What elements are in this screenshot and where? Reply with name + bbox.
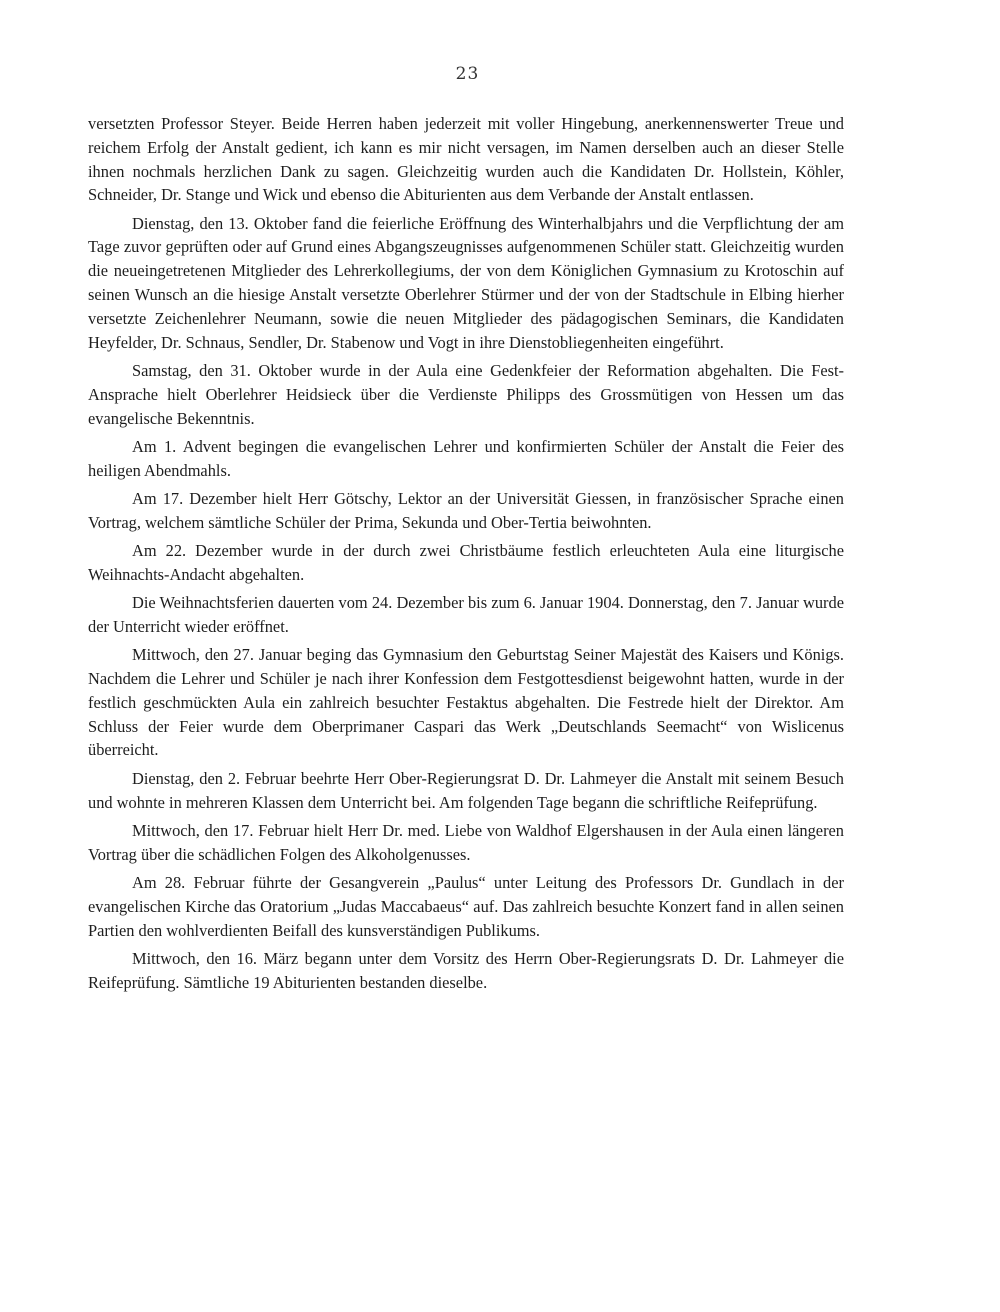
paragraph-1: versetzten Professor Steyer. Beide Herren haben jederzeit mit voller Hingebung, anerkennenswerter Treue und reichem Erfolg der Anstalt gedient, ich kann es mir nicht versagen, im Namen derselben auch an dieser Stelle ihnen nochmals herzlichen Dank zu sagen. Gleichzeitig wurden auch die Kandidaten Dr. Hollstein, Köhler, Schneider, Dr. Stange und Wick und ebenso die Abiturienten aus dem Verbande der Anstalt entlassen. bbox=[88, 114, 844, 205]
paragraph-10: Mittwoch, den 17. Februar hielt Herr Dr. med. Liebe von Waldhof Elgershausen in der Aula einen längeren Vortrag über die schädlichen Folgen des Alkoholgenusses. bbox=[88, 820, 844, 864]
paragraph-12: Mittwoch, den 16. März begann unter dem Vorsitz des Herrn Ober-Regierungsrats D. Dr. Lahmeyer die Reifeprüfung. Sämtliche 19 Abiturienten bestanden dieselbe. bbox=[88, 948, 844, 992]
paragraph-6: Am 22. Dezember wurde in der durch zwei Christbäume festlich erleuchteten Aula eine liturgische Weihnachts-Andacht abgehalten. bbox=[88, 541, 844, 584]
paragraph-8: Mittwoch, den 27. Januar beging das Gymnasium den Geburtstag Seiner Majestät des Kaisers und Königs. Nachdem die Lehrer und Schüler je nach ihrer Konfession dem Festgottesdienst beigewohnt hatten, wurde in der festlich geschmückten Aula ein zahlreich besuchter Festaktus abgehalten. Die Festrede hielt der Direktor. Am Schluss der Feier wurde dem Oberprimaner Caspari das Werk „Deutschlands Seemacht“ von Wislicenus überreicht. bbox=[88, 645, 844, 760]
page-number: 23 bbox=[455, 64, 480, 84]
paragraph-4: Am 1. Advent begingen die evangelischen Lehrer und konfirmierten Schüler der Anstalt die Feier des heiligen Abendmahls. bbox=[88, 436, 844, 480]
paragraph-11: Am 28. Februar führte der Gesangverein „Paulus“ unter Leitung des Professors Dr. Gundlach in der evangelischen Kirche das Oratorium „Judas Maccabaeus“ auf. Das zahlreich besuchte Konzert fand in allen seinen Partien den wohlverdienten Beifall des kunsverständigen Publikums. bbox=[88, 872, 844, 940]
paragraph-9: Dienstag, den 2. Februar beehrte Herr Ober-Regierungsrat D. Dr. Lahmeyer die Anstalt mit seinem Besuch und wohnte in mehreren Klassen dem Unterricht bei. Am folgenden Tage begann die schriftliche Reifeprüfung. bbox=[88, 768, 844, 812]
paragraph-5: Am 17. Dezember hielt Herr Götschy, Lektor an der Universität Giessen, in französischer Sprache einen Vortrag, welchem sämtliche Schüler der Prima, Sekunda und Ober-Tertia beiwohnten. bbox=[88, 488, 844, 532]
paragraph-7: Die Weihnachtsferien dauerten vom 24. Dezember bis zum 6. Januar 1904. Donnerstag, den 7. Januar wurde der Unterricht wieder eröffnet. bbox=[88, 593, 844, 636]
body-text bbox=[88, 112, 844, 999]
paragraph-2: Dienstag, den 13. Oktober fand die feierliche Eröffnung des Winterhalbjahrs und die Verpflichtung der am Tage zuvor geprüften oder auf Grund eines Abgangszeugnisses aufgenommenen Schüler statt. Gleichzeitig wurden die neueingetretenen Mitglieder des Lehrerkollegiums, der von dem Königlichen Gymnasium zu Krotoschin auf seinen Wunsch an die hiesige Anstalt versetzte Oberlehrer Stürmer und der von der Stadtschule in Elbing hierher versetzte Zeichenlehrer Neumann, sowie die neuen Mitglieder des pädagogischen Seminars, die Kandidaten Heyfelder, Dr. Schnaus, Sendler, Dr. Stabenow und Vogt in ihre Dienstobliegenheiten eingeführt. bbox=[88, 213, 844, 352]
paragraph-3: Samstag, den 31. Oktober wurde in der Aula eine Gedenkfeier der Reformation abgehalten. Die Fest-Ansprache hielt Oberlehrer Heidsieck über die Verdienste Philipps des Grossmütigen von Hessen um das evangelische Bekenntnis. bbox=[88, 360, 844, 428]
